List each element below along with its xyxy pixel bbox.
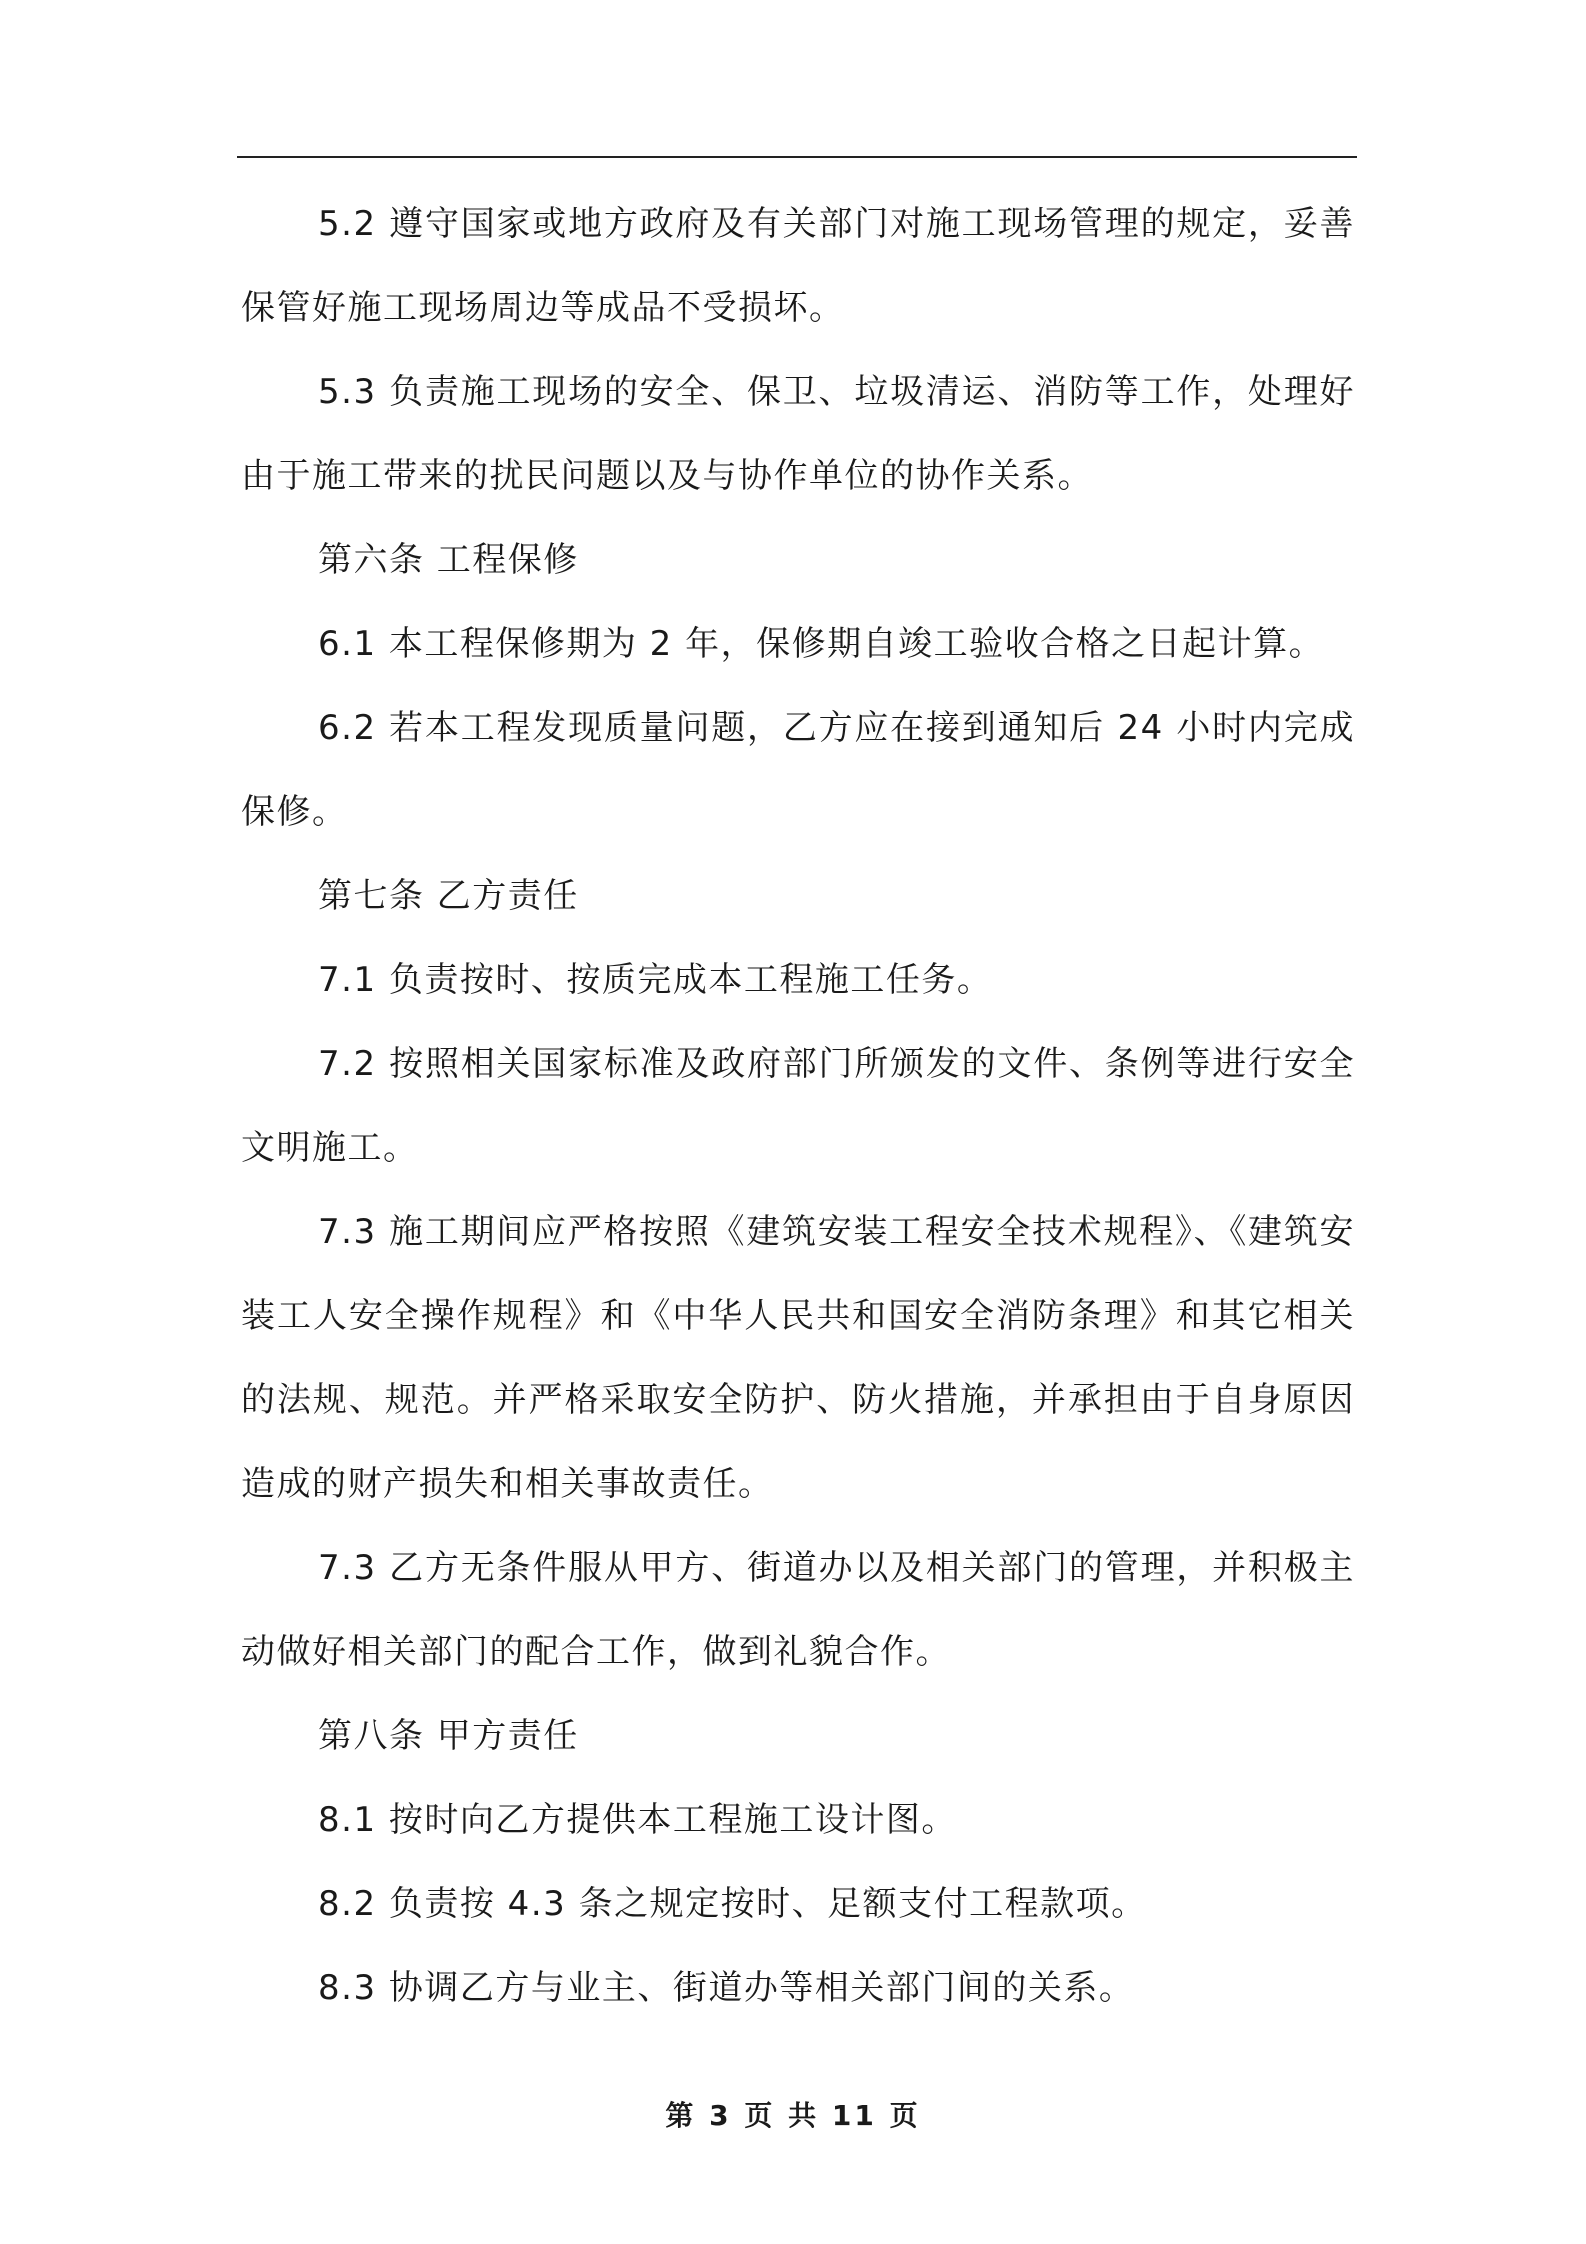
paragraph-7-2: 7.2 按照相关国家标准及政府部门所颁发的文件、条例等进行安全文明施工。 xyxy=(241,1044,1355,1168)
paragraph-8-2: 8.2 负责按 4.3 条之规定按时、足额支付工程款项。 xyxy=(318,1884,1147,1924)
paragraph-5-2: 5.2 遵守国家或地方政府及有关部门对施工现场管理的规定，妥善保管好施工现场周边等成品不受损坏。 xyxy=(241,204,1355,328)
paragraph-7-1: 7.1 负责按时、按质完成本工程施工任务。 xyxy=(318,960,993,1000)
paragraph-5-3: 5.3 负责施工现场的安全、保卫、垃圾清运、消防等工作，处理好由于施工带来的扰民问题以及与协作单位的协作关系。 xyxy=(241,372,1355,496)
heading-article-8: 第八条 甲方责任 xyxy=(318,1716,579,1756)
paragraph-7-3a: 7.3 施工期间应严格按照《建筑安装工程安全技术规程》、《建筑安装工人安全操作规程》和《中华人民共和国安全消防条理》和其它相关的法规、规范。并严格采取安全防护、防火措施，并承担由于自身原因造成的财产损失和相关事故责任。 xyxy=(241,1212,1355,1504)
page-number-footer: 第 3 页 共 11 页 xyxy=(665,2099,921,2132)
paragraph-7-3b: 7.3 乙方无条件服从甲方、街道办以及相关部门的管理，并积极主动做好相关部门的配合工作，做到礼貌合作。 xyxy=(241,1548,1355,1672)
paragraph-6-2: 6.2 若本工程发现质量问题，乙方应在接到通知后 24 小时内完成保修。 xyxy=(241,708,1355,832)
document-body xyxy=(241,182,1355,2030)
paragraph-8-3: 8.3 协调乙方与业主、街道办等相关部门间的关系。 xyxy=(318,1968,1135,2008)
heading-article-6: 第六条 工程保修 xyxy=(318,540,579,580)
heading-article-7: 第七条 乙方责任 xyxy=(318,876,579,916)
paragraph-6-1: 6.1 本工程保修期为 2 年，保修期自竣工验收合格之日起计算。 xyxy=(318,624,1325,664)
header-rule xyxy=(237,156,1357,158)
paragraph-8-1: 8.1 按时向乙方提供本工程施工设计图。 xyxy=(318,1800,957,1840)
